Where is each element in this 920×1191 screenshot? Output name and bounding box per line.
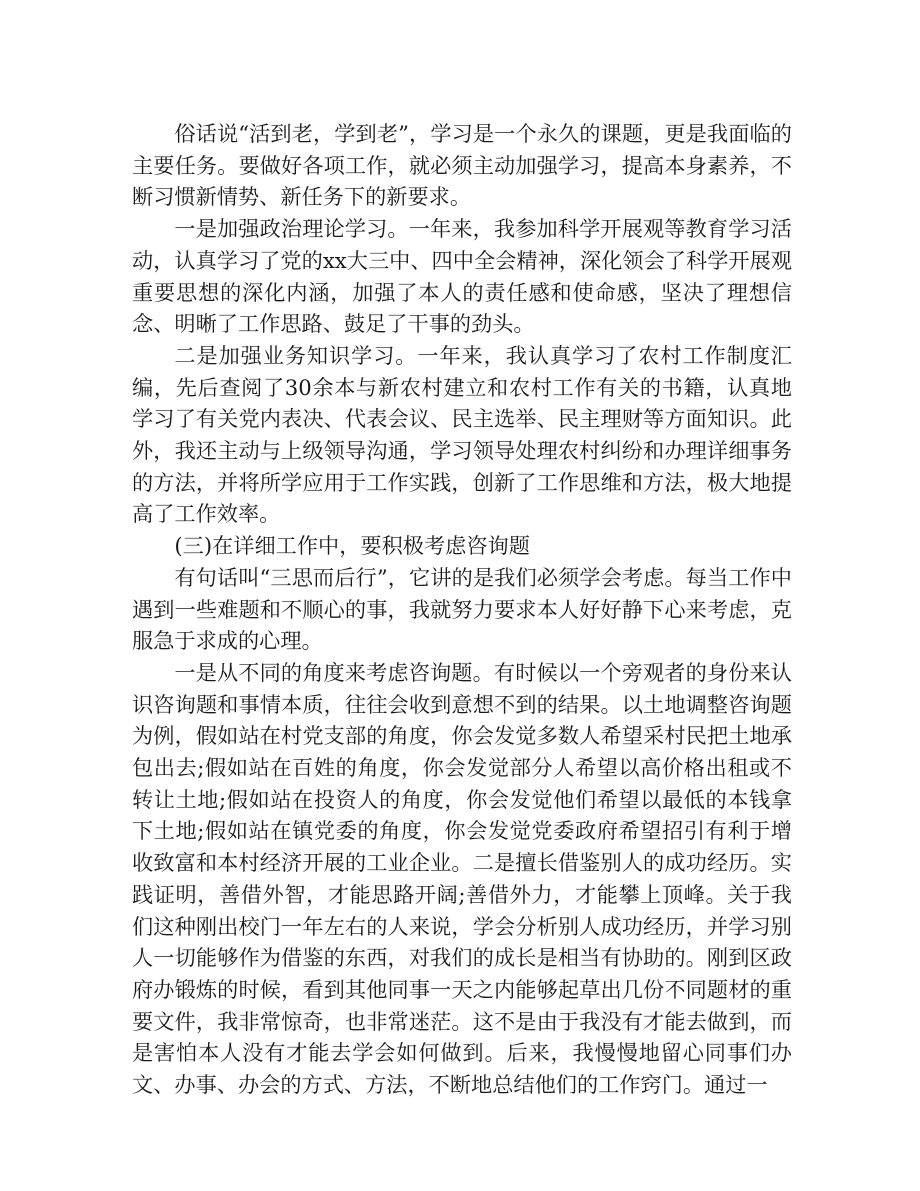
paragraph-learning-intro: 俗话说“活到老，学到老”，学习是一个永久的课题，更是我面临的主要任务。要做好各项工作，就必须主动加强学习，提高本身素养，不断习惯新情势、新任务下的新要求。 [132,121,792,210]
paragraph-different-angles: 一是从不同的角度来考虑咨询题。有时候以一个旁观者的身份来认识咨询题和事情本质，往往会收到意想不到的结果。以土地调整咨询题为例，假如站在村党支部的角度，你会发觉多数人希望采村民把土地承包出去;假如站在百姓的角度，你会发觉部分人希望以高价格出租或不转让土地;假如站在投资人的角度，你会发觉他们希望以最低的本钱拿下土地;假如站在镇党委的角度，你会发觉党委政府希望招引有利于增收致富和本村经济开展的工业企业。二是擅长借鉴别人的成功经历。实践证明，善借外智，才能思路开阔;善借外力，才能攀上顶峰。关于我们这种刚出校门一年左右的人来说，学会分析别人成功经历，并学习别人一切能够作为借鉴的东西，对我们的成长是相当有协助的。刚到区政府办锻炼的时候，看到其他同事一天之内能够起草出几份不同题材的重要文件，我非常惊奇，也非常迷茫。这不是由于我没有才能去做到，而是害怕本人没有才能去学会如何做到。后来，我慢慢地留心同事们办文、办事、办会的方式、方法，不断地总结他们的工作窍门。通过一 [132,659,792,1098]
document-page [132,118,792,1101]
paragraph-business-knowledge: 二是加强业务知识学习。一年来，我认真学习了农村工作制度汇编，先后查阅了30余本与新农村建立和农村工作有关的书籍，认真地学习了有关党内表决、代表会议、民主选举、民主理财等方面知识。此外，我还主动与上级领导沟通，学习领导处理农村纠纷和办理详细事务的方法，并将所学应用于工作实践，创新了工作思维和方法，极大地提高了工作效率。 [132,342,792,527]
paragraph-political-theory: 一是加强政治理论学习。一年来，我参加科学开展观等教育学习活动，认真学习了党的xx大三中、四中全会精神，深化领会了科学开展观重要思想的深化内涵，加强了本人的责任感和使命感，坚决了理想信念、明晰了工作思路、鼓足了干事的劲头。 [132,216,792,337]
section-heading: (三)在详细工作中，要积极考虑咨询题 [174,533,530,559]
paragraph-think-twice: 有句话叫“三思而后行”，它讲的是我们必须学会考虑。每当工作中遇到一些难题和不顺心的事，我就努力要求本人好好静下心来考虑，克服急于求成的心理。 [132,564,792,654]
